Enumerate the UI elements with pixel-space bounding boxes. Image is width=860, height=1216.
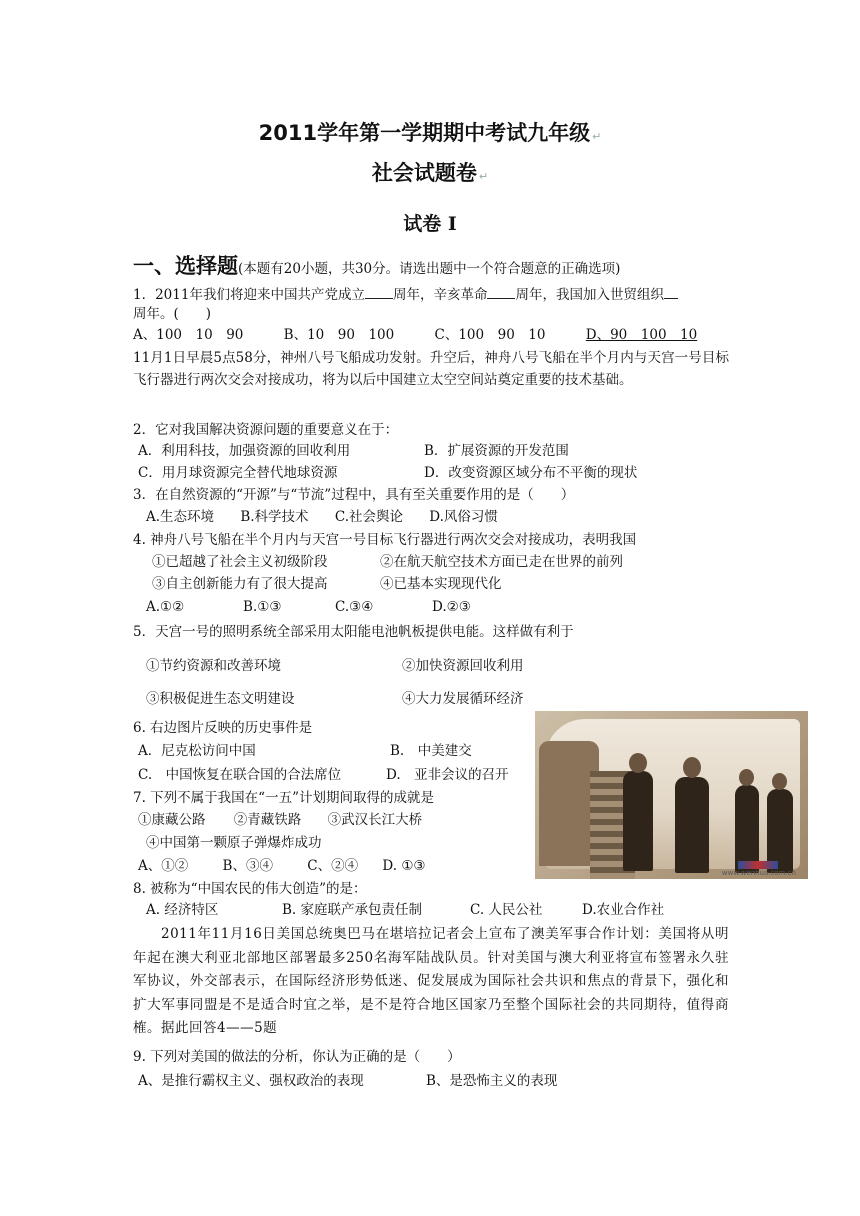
q8-option-c: C. 人民公社 xyxy=(470,902,543,918)
q2-option-c: C．用月球资源完全替代地球资源 xyxy=(138,465,338,481)
q4-option-c: C.③④ xyxy=(335,599,374,615)
photo-watermark: www.wenhua.com.cn xyxy=(721,869,796,877)
answer-blank xyxy=(664,285,678,299)
person-figure xyxy=(735,785,759,873)
q1-stem-part: 周年，辛亥革命 xyxy=(392,287,488,303)
q7-statements-row1 xyxy=(138,810,422,830)
person-head xyxy=(683,757,701,778)
q7-options xyxy=(138,856,426,876)
q4-option-a: A.①② xyxy=(146,599,185,615)
q7-stem: 7. 下列不属于我国在“一五”计划期间取得的成就是 xyxy=(133,790,434,806)
subject-title-text: 社会试题卷 xyxy=(371,161,477,185)
passage-us-australia: 2011年11月16日美国总统奥巴马在堪培拉记者会上宣布了澳美军事合作计划：美国将从明年起在澳大利亚北部地区部署最多250名海军陆战队员。针对美国与澳大利亚将宣布签署永久驻军协议，外交部表示，在国际经济形势低迷、促发展成为国际社会共识和焦点的背景下，强化和扩大军事同盟是不是适合时宜之举，是不是符合地区国家乃至整个国际社会的共同期待，值得商榷。据此回答4——5题 xyxy=(133,926,729,1036)
q3-option-a: A.生态环境 xyxy=(146,509,215,525)
q1-stem-part: 1．2011年我们将迎来中国共产党成立 xyxy=(133,287,365,303)
q3-option-c: C.社会舆论 xyxy=(334,509,403,525)
q7-statement-2: ②青藏铁路 xyxy=(233,812,302,828)
person-head xyxy=(629,753,647,773)
section-heading xyxy=(133,250,620,280)
paper-label: 试卷 I xyxy=(403,213,457,235)
q6-stem: 6. 右边图片反映的历史事件是 xyxy=(133,720,313,736)
q8-option-b: B. 家庭联产承包责任制 xyxy=(282,902,423,918)
q9-option-a: A、是推行霸权主义、强权政治的表现 xyxy=(138,1073,364,1089)
q4-statement-1: ①已超越了社会主义初级阶段 xyxy=(152,554,328,570)
q7-option-c: C、②④ xyxy=(307,858,359,874)
answer-blank xyxy=(487,285,515,299)
title-text: 2011学年第一学期期中考试九年级 xyxy=(258,121,591,145)
q9-stem: 9. 下列对美国的做法的分析，你认为正确的是（ ） xyxy=(133,1049,461,1065)
q5-statement-4: ④大力发展循环经济 xyxy=(402,691,524,707)
section-note: (本题有20小题，共30分。请选出题中一个符合题意的正确选项) xyxy=(238,261,621,277)
q7-option-d: D. ①③ xyxy=(382,858,426,874)
q7-option-a: A、①② xyxy=(138,858,189,874)
return-mark-icon: ↵ xyxy=(478,170,489,183)
q2-option-b: B．扩展资源的开发范围 xyxy=(424,443,569,459)
q1-option-b: B、10 90 100 xyxy=(283,327,395,343)
q3-option-d: D.风俗习惯 xyxy=(429,509,498,525)
q5-statement-3: ③积极促进生态文明建设 xyxy=(146,691,295,707)
return-mark-icon: ↵ xyxy=(592,130,602,143)
watermark-logo-icon xyxy=(738,861,778,869)
historical-photo-image xyxy=(535,711,808,879)
q3-options xyxy=(146,507,498,527)
q9-option-b: B、是恐怖主义的表现 xyxy=(426,1073,558,1089)
q8-option-d: D.农业合作社 xyxy=(582,902,665,918)
q1-options xyxy=(133,325,697,345)
q5-stem: 5．天宫一号的照明系统全部采用太阳能电池帆板提供电能。这样做有利于 xyxy=(133,624,574,640)
q3-option-b: B.科学技术 xyxy=(240,509,309,525)
q1-stem-line1 xyxy=(133,285,678,305)
q1-stem-line2: 周年。( ) xyxy=(133,306,212,322)
person-figure xyxy=(675,777,709,873)
q4-statement-4: ④已基本实现现代化 xyxy=(380,576,502,592)
q8-stem: 8. 被称为“中国农民的伟大创造”的是： xyxy=(133,881,367,897)
person-head xyxy=(739,769,754,786)
q1-option-c: C、100 90 10 xyxy=(434,327,546,343)
q1-option-d: D、90 100 10 xyxy=(585,327,698,343)
q7-statement-1: ①康藏公路 xyxy=(138,812,206,828)
section-title: 一、选择题 xyxy=(133,254,238,278)
exam-title-line2 xyxy=(0,157,860,187)
exam-title-line1 xyxy=(0,117,860,147)
q6-option-c: C. 中国恢复在联合国的合法席位 xyxy=(138,767,342,783)
q4-statement-3: ③自主创新能力有了很大提高 xyxy=(152,576,328,592)
q7-statement-3: ③武汉长江大桥 xyxy=(327,812,423,828)
person-head xyxy=(772,773,787,790)
q6-option-d: D. 亚非会议的召开 xyxy=(386,767,509,783)
q7-option-b: B、③④ xyxy=(222,858,273,874)
q2-option-a: A．利用科技，加强资源的回收利用 xyxy=(138,443,351,459)
q4-statement-2: ②在航天航空技术方面已走在世界的前列 xyxy=(380,554,623,570)
q5-statement-2: ②加快资源回收利用 xyxy=(402,658,524,674)
q3-stem: 3．在自然资源的“开源”与“节流”过程中，具有至关重要作用的是（ ） xyxy=(133,487,575,503)
q4-stem: 4. 神舟八号飞船在半个月内与天宫一号目标飞行器进行两次交会对接成功，表明我国 xyxy=(133,532,637,548)
q1-option-a: A、100 10 90 xyxy=(133,327,244,343)
q1-stem-part: 周年，我国加入世贸组织 xyxy=(515,287,664,303)
passage-shenzhou: 11月1日早晨5点58分，神州八号飞船成功发射。升空后，神舟八号飞船在半个月内与天宫一号目标飞行器进行两次交会对接成功，将为以后中国建立太空空间站奠定重要的技术基础。 xyxy=(133,350,729,388)
person-figure xyxy=(623,771,653,871)
q6-option-a: A．尼克松访问中国 xyxy=(138,743,256,759)
q4-option-b: B.①③ xyxy=(243,599,282,615)
q5-statement-1: ①节约资源和改善环境 xyxy=(146,658,281,674)
q6-option-b: B. 中美建交 xyxy=(390,743,472,759)
q7-statement-4: ④中国第一颗原子弹爆炸成功 xyxy=(146,835,322,851)
q8-option-a: A. 经济特区 xyxy=(146,902,219,918)
answer-blank xyxy=(365,285,393,299)
q4-option-d: D.②③ xyxy=(432,599,471,615)
q2-stem: 2．它对我国解决资源问题的重要意义在于： xyxy=(133,422,399,438)
q2-option-d: D．改变资源区域分布不平衡的现状 xyxy=(424,465,638,481)
